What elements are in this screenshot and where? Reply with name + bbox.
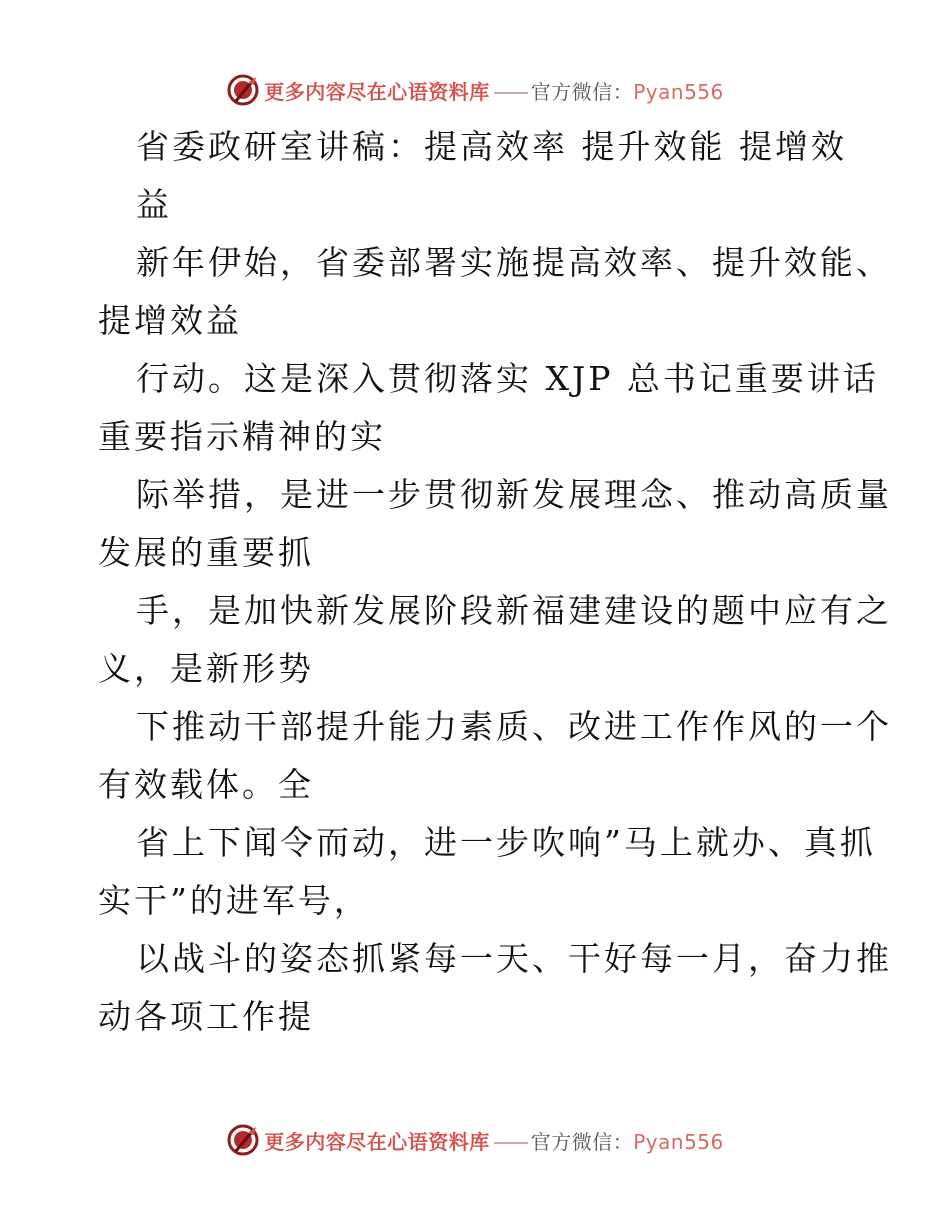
document-title-line-1: 省委政研室讲稿：提高效率 提升效能 提增效 — [136, 127, 847, 166]
text-line: 实干”的进军号， — [98, 881, 370, 920]
watermark-separator — [494, 1142, 528, 1144]
watermark-main-text: 更多内容尽在心语资料库 — [264, 1129, 490, 1154]
text-line: 提增效益 — [98, 301, 242, 340]
watermark-official-label: 官方微信： — [530, 79, 634, 104]
text-line: 以战斗的姿态抓紧每一天、干好每一月，奋力推 — [136, 939, 892, 978]
watermark-official-label: 官方微信： — [530, 1129, 634, 1154]
document-body — [98, 118, 892, 1046]
text-line: 有效载体。全 — [98, 765, 314, 804]
text-line: 新年伊始，省委部署实施提高效率、提升效能、 — [136, 243, 892, 282]
text-line: 义，是新形势 — [98, 649, 314, 688]
watermark-text — [264, 1126, 724, 1155]
text-line: 发展的重要抓 — [98, 533, 314, 572]
watermark-main-text: 更多内容尽在心语资料库 — [264, 79, 490, 104]
text-line: 下推动干部提升能力素质、改进工作作风的一个 — [136, 707, 892, 746]
footer-watermark — [0, 1120, 950, 1160]
text-line: 际举措，是进一步贯彻新发展理念、推动高质量 — [136, 475, 892, 514]
watermark-wechat-id: Pyan556 — [633, 79, 724, 104]
quill-seal-icon — [226, 73, 260, 107]
watermark-wechat-id: Pyan556 — [633, 1129, 724, 1154]
watermark-text — [264, 76, 724, 105]
document-title-line-2: 益 — [136, 185, 172, 224]
text-line: 重要指示精神的实 — [98, 417, 386, 456]
watermark-separator — [494, 92, 528, 94]
text-line: 手，是加快新发展阶段新福建建设的题中应有之 — [136, 591, 892, 630]
text-line: 行动。这是深入贯彻落实 XJP 总书记重要讲话 — [136, 359, 879, 398]
quill-seal-icon — [226, 1123, 260, 1157]
text-line: 省上下闻令而动，进一步吹响”马上就办、真抓 — [136, 823, 876, 862]
header-watermark — [0, 70, 950, 110]
text-line: 动各项工作提 — [98, 997, 314, 1036]
